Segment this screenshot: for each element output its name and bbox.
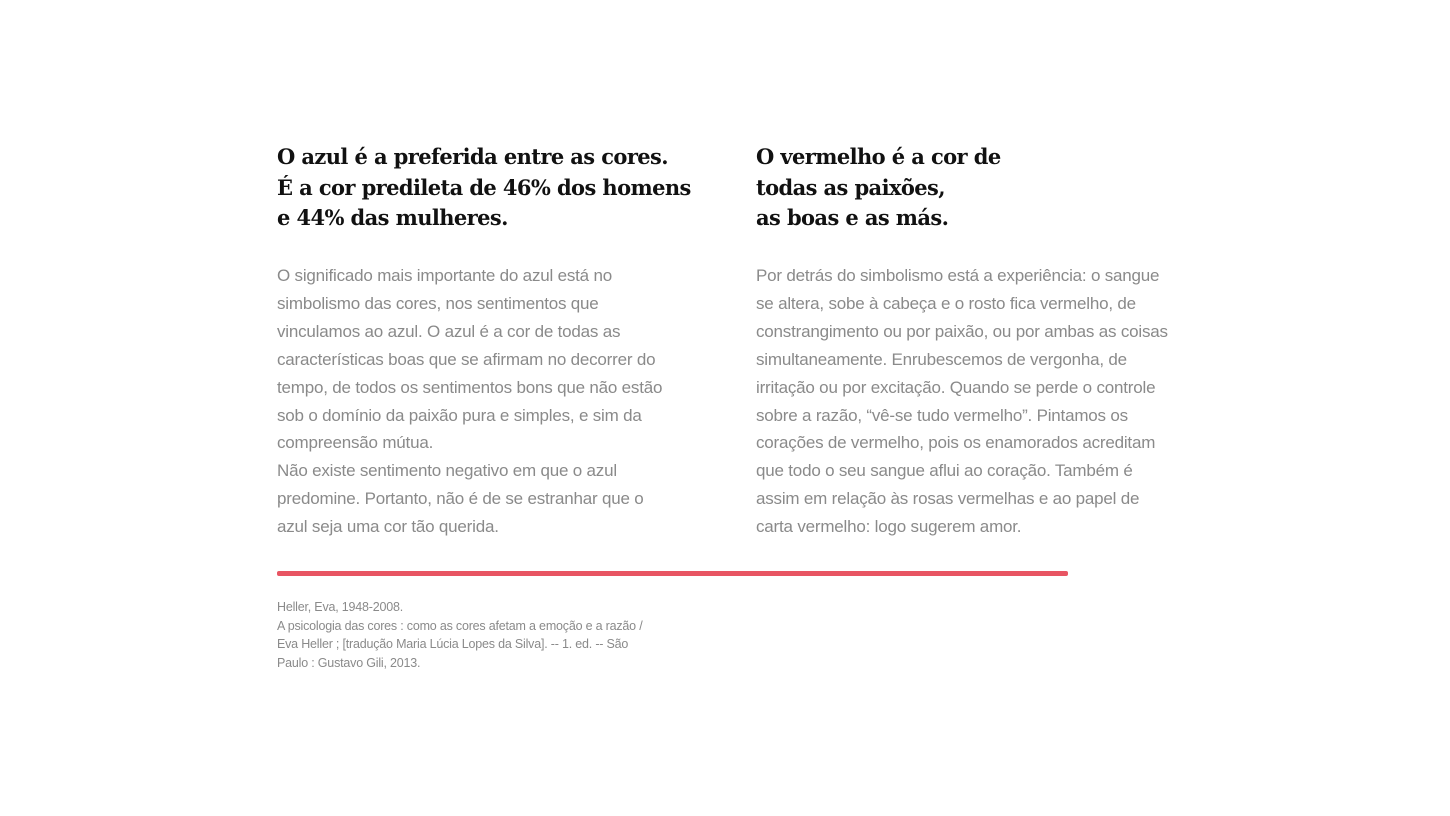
left-column [277,142,691,537]
right-body-line: Por detrás do simbolismo está a experiência: o sangue [756,266,1160,285]
left-body-line: azul seja uma cor tão querida. [277,517,499,537]
right-body-line: se altera, sobe à cabeça e o rosto fica vermelho, de [756,293,1136,313]
citation-line: Paulo : Gustavo Gili, 2013. [277,655,421,670]
left-body-line: predomine. Portanto, não é de se estranhar que o [277,489,644,509]
bibliographic-citation [277,598,642,672]
right-body-line: constrangimento ou por paixão, ou por ambas as coisas [756,321,1168,341]
right-body-text [756,262,1168,541]
right-heading-line: O vermelho é a cor de [756,144,1001,169]
left-body-line: tempo, de todos os sentimentos bons que não estão [277,377,663,397]
right-heading-line: todas as paixões, [756,174,945,200]
left-heading-line: e 44% das mulheres. [277,205,508,231]
left-body-line: vinculamos ao azul. O azul é a cor de todas as [277,321,621,341]
right-column [756,142,1186,537]
left-body-text [277,262,662,541]
left-body-line: compreensão mútua. [277,433,434,453]
right-body-line: carta vermelho: logo sugerem amor. [756,517,1022,537]
left-heading-line: É a cor predileta de 46% dos homens [277,174,691,200]
left-body-line: simbolismo das cores, nos sentimentos que [277,293,599,313]
citation-line: A psicologia das cores : como as cores afetam a emoção e a razão / [277,618,643,633]
right-body-line: simultaneamente. Enrubescemos de vergonha, de [756,349,1127,369]
right-heading [756,142,1186,234]
right-heading-line: as boas e as más. [756,205,949,231]
left-body-line: O significado mais importante do azul está no [277,266,612,285]
accent-divider [277,571,1068,576]
citation-line: Heller, Eva, 1948-2008. [277,600,404,614]
right-body-line: corações de vermelho, pois os enamorados acreditam [756,433,1156,453]
left-body-line: Não existe sentimento negativo em que o azul [277,461,617,481]
right-body-line: que todo o seu sangue aflui ao coração. Também é [756,461,1133,481]
right-body-line: irritação ou por excitação. Quando se perde o controle [756,377,1156,397]
left-heading [277,142,691,234]
right-body-line: sobre a razão, “vê-se tudo vermelho”. Pintamos os [756,405,1128,425]
right-body-line: assim em relação às rosas vermelhas e ao papel de [756,489,1140,509]
left-body-line: características boas que se afirmam no decorrer do [277,349,656,369]
left-body-line: sob o domínio da paixão pura e simples, e sim da [277,405,642,425]
citation-line: Eva Heller ; [tradução Maria Lúcia Lopes da Silva]. -- 1. ed. -- São [277,637,629,652]
left-heading-line: O azul é a preferida entre as cores. [277,144,668,169]
